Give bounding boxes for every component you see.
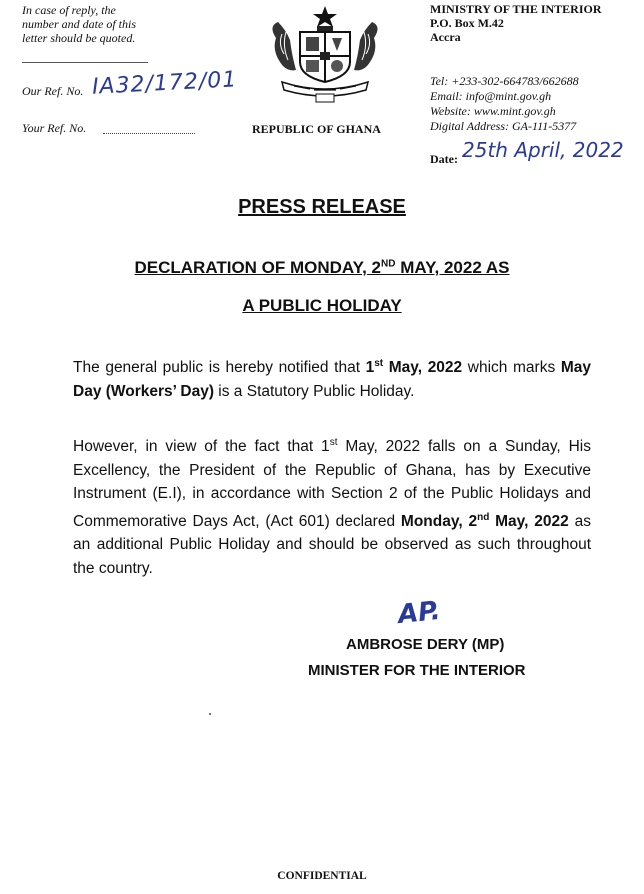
ministry-address <box>430 2 602 44</box>
sup: nd <box>477 511 490 523</box>
bold-text <box>401 513 569 530</box>
title-text: MAY, 2022 AS <box>395 258 510 277</box>
text: However, in view of the fact that 1 <box>73 438 330 456</box>
title-text: DECLARATION OF MONDAY, 2 <box>134 258 382 277</box>
bold-text <box>366 359 463 376</box>
paragraph-declaration <box>73 431 591 580</box>
text: which marks <box>462 359 561 377</box>
date-value: 25th April, 2022 <box>462 138 624 162</box>
your-ref-label: Your Ref. No. <box>22 121 87 135</box>
your-ref-line <box>103 133 195 134</box>
confidential-footer: CONFIDENTIAL <box>277 870 367 882</box>
our-ref-label: Our Ref. No. <box>22 84 84 98</box>
reply-note-line: letter should be quoted. <box>22 31 136 45</box>
text: May, 2022 falls on a Sunday, His Excellency, the President of the Republic of Ghana, has by Executive Instrument (E.I), in accordance with Section 2 of the Public Holidays and Commemorative Days Act, (Act 601) declared <box>73 438 591 530</box>
bold-text: May Day (Workers’ Day) <box>73 359 591 400</box>
sup: st <box>374 358 384 369</box>
contact-website: Website: www.mint.gov.gh <box>430 104 556 118</box>
text: May, 2022 <box>383 359 463 377</box>
ministry-pobox: P.O. Box M.42 <box>430 16 504 30</box>
paragraph-notice <box>73 352 591 403</box>
text: The general public is hereby notified that <box>73 359 366 377</box>
date-label: Date: <box>430 152 458 166</box>
reply-note-line: In case of reply, the <box>22 3 116 17</box>
contact-tel: Tel: +233-302-664783/662688 <box>430 74 579 88</box>
contact-email: Email: info@mint.gov.gh <box>430 89 552 103</box>
divider <box>22 62 148 63</box>
text: May, 2022 <box>489 512 569 530</box>
republic-label: REPUBLIC OF GHANA <box>252 122 381 136</box>
text: as an additional Public Holiday and should be observed as such throughout the country. <box>73 512 591 577</box>
sup: st <box>329 437 338 448</box>
coat-of-arms-emblem <box>262 4 388 104</box>
ministry-contacts <box>430 74 579 134</box>
title-sup: ND <box>381 258 396 270</box>
text: 1 <box>365 359 375 377</box>
text: Monday, 2 <box>400 512 478 530</box>
ministry-city: Accra <box>430 30 461 44</box>
contact-digital-address: Digital Address: GA-111-5377 <box>430 119 577 133</box>
ministry-name: MINISTRY OF THE INTERIOR <box>430 2 602 16</box>
signatory-name: AMBROSE DERY (MP) <box>346 636 505 653</box>
release-title-line2: A PUBLIC HOLIDAY <box>242 296 402 315</box>
signatory-role: MINISTER FOR THE INTERIOR <box>308 662 526 679</box>
our-ref-value: IA32/172/01 <box>91 67 238 100</box>
text: is a Statutory Public Holiday. <box>214 382 415 400</box>
reply-note <box>22 3 192 45</box>
signature-scribble: AP. <box>396 595 442 631</box>
press-release-heading: PRESS RELEASE <box>238 196 406 218</box>
speck <box>209 713 211 715</box>
reply-note-line: number and date of this <box>22 17 136 31</box>
release-title-line1 <box>0 258 644 278</box>
